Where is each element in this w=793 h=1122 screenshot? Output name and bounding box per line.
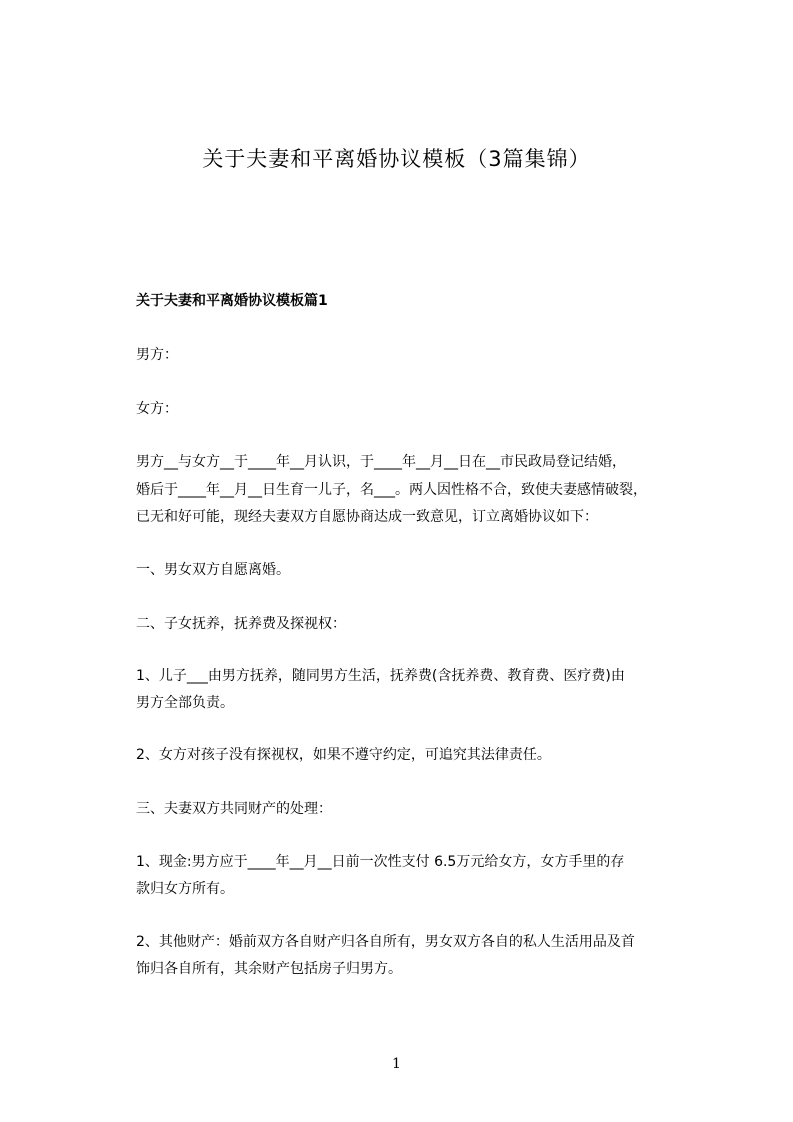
clause-3-heading: 三、夫妻双方共同财产的处理： [136,801,332,817]
clause-3-item-2-line-1: 2、其他财产：婚前双方各自财产归各自所有，男女双方各自的私人生活用品及首 [136,934,635,950]
intro-paragraph-line-3: 已无和好可能，现经夫妻双方自愿协商达成一致意见，订立离婚协议如下： [136,509,598,525]
page-number: 1 [392,1056,401,1072]
male-party-label: 男方： [136,347,178,363]
document-title: 关于夫妻和平离婚协议模板（3篇集锦） [202,147,591,171]
clause-1: 一、男女双方自愿离婚。 [136,562,290,578]
clause-3-item-1-line-1: 1、现金:男方应于____年__月__日前一次性支付 6.5万元给女方，女方手里的存 [136,854,625,870]
intro-paragraph-line-2: 婚后于____年__月__日生育一儿子，名___。两人因性格不合，致使夫妻感情破裂， [136,482,647,498]
clause-3-item-1-line-2: 款归女方所有。 [136,881,234,897]
section-heading: 关于夫妻和平离婚协议模板篇1 [136,293,328,309]
intro-paragraph-line-1: 男方__与女方__于____年__月认识，于____年__月__日在__市民政局登记结婚， [136,454,626,470]
clause-2-heading: 二、子女抚养，抚养费及探视权： [136,616,346,632]
clause-2-item-2: 2、女方对孩子没有探视权，如果不遵守约定，可追究其法律责任。 [136,747,551,763]
clause-3-item-2-line-2: 饰归各自所有，其余财产包括房子归男方。 [136,961,402,977]
female-party-label: 女方： [136,401,178,417]
clause-2-item-1-line-1: 1、儿子___由男方抚养，随同男方生活，抚养费(含抚养费、教育费、医疗费)由 [136,668,625,684]
clause-2-item-1-line-2: 男方全部负责。 [136,695,234,711]
